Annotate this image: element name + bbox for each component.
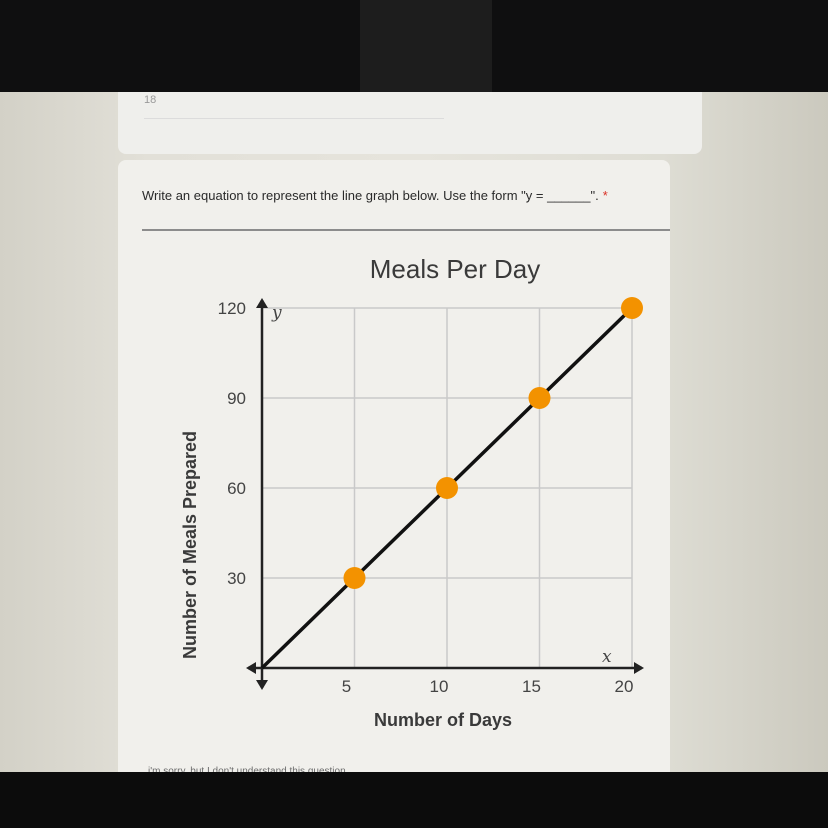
y-axis-arrow-up — [256, 298, 268, 308]
required-marker: * — [602, 188, 608, 203]
previous-question-number: 18 — [144, 94, 157, 106]
x-tick-label: 10 — [429, 677, 449, 696]
y-tick-label: 90 — [227, 389, 246, 408]
y-tick-label: 60 — [227, 479, 246, 498]
x-axis-label: Number of Days — [373, 710, 513, 730]
data-point — [529, 387, 551, 409]
data-point — [621, 297, 643, 319]
x-axis-variable: x — [602, 647, 612, 667]
y-axis-arrow-down — [256, 680, 268, 690]
x-axis-arrow-left — [246, 662, 256, 674]
y-tick-label: 30 — [227, 569, 246, 588]
y-axis-variable: y — [272, 303, 282, 323]
previous-answer-line — [144, 118, 444, 119]
x-tick-label: 20 — [614, 677, 634, 696]
x-axis-arrow-right — [634, 662, 644, 674]
x-tick-label: 15 — [522, 677, 541, 696]
chart-ticks — [218, 299, 634, 696]
x-tick-label: 5 — [341, 677, 352, 696]
chart-series — [262, 297, 643, 668]
question-card — [118, 160, 670, 772]
y-tick-label: 120 — [217, 299, 246, 318]
meals-line-chart — [118, 160, 670, 760]
monitor-bottom-bezel — [0, 772, 828, 828]
chart-title: Meals Per Day — [369, 254, 541, 284]
question-label: Write an equation to represent the line graph below. Use the form "y = ______". — [142, 188, 599, 203]
monitor-notch — [360, 0, 492, 92]
data-point — [344, 567, 366, 589]
previous-question-card — [118, 92, 702, 154]
data-point — [436, 477, 458, 499]
y-axis-label: Number of Meals Prepared — [180, 430, 200, 660]
